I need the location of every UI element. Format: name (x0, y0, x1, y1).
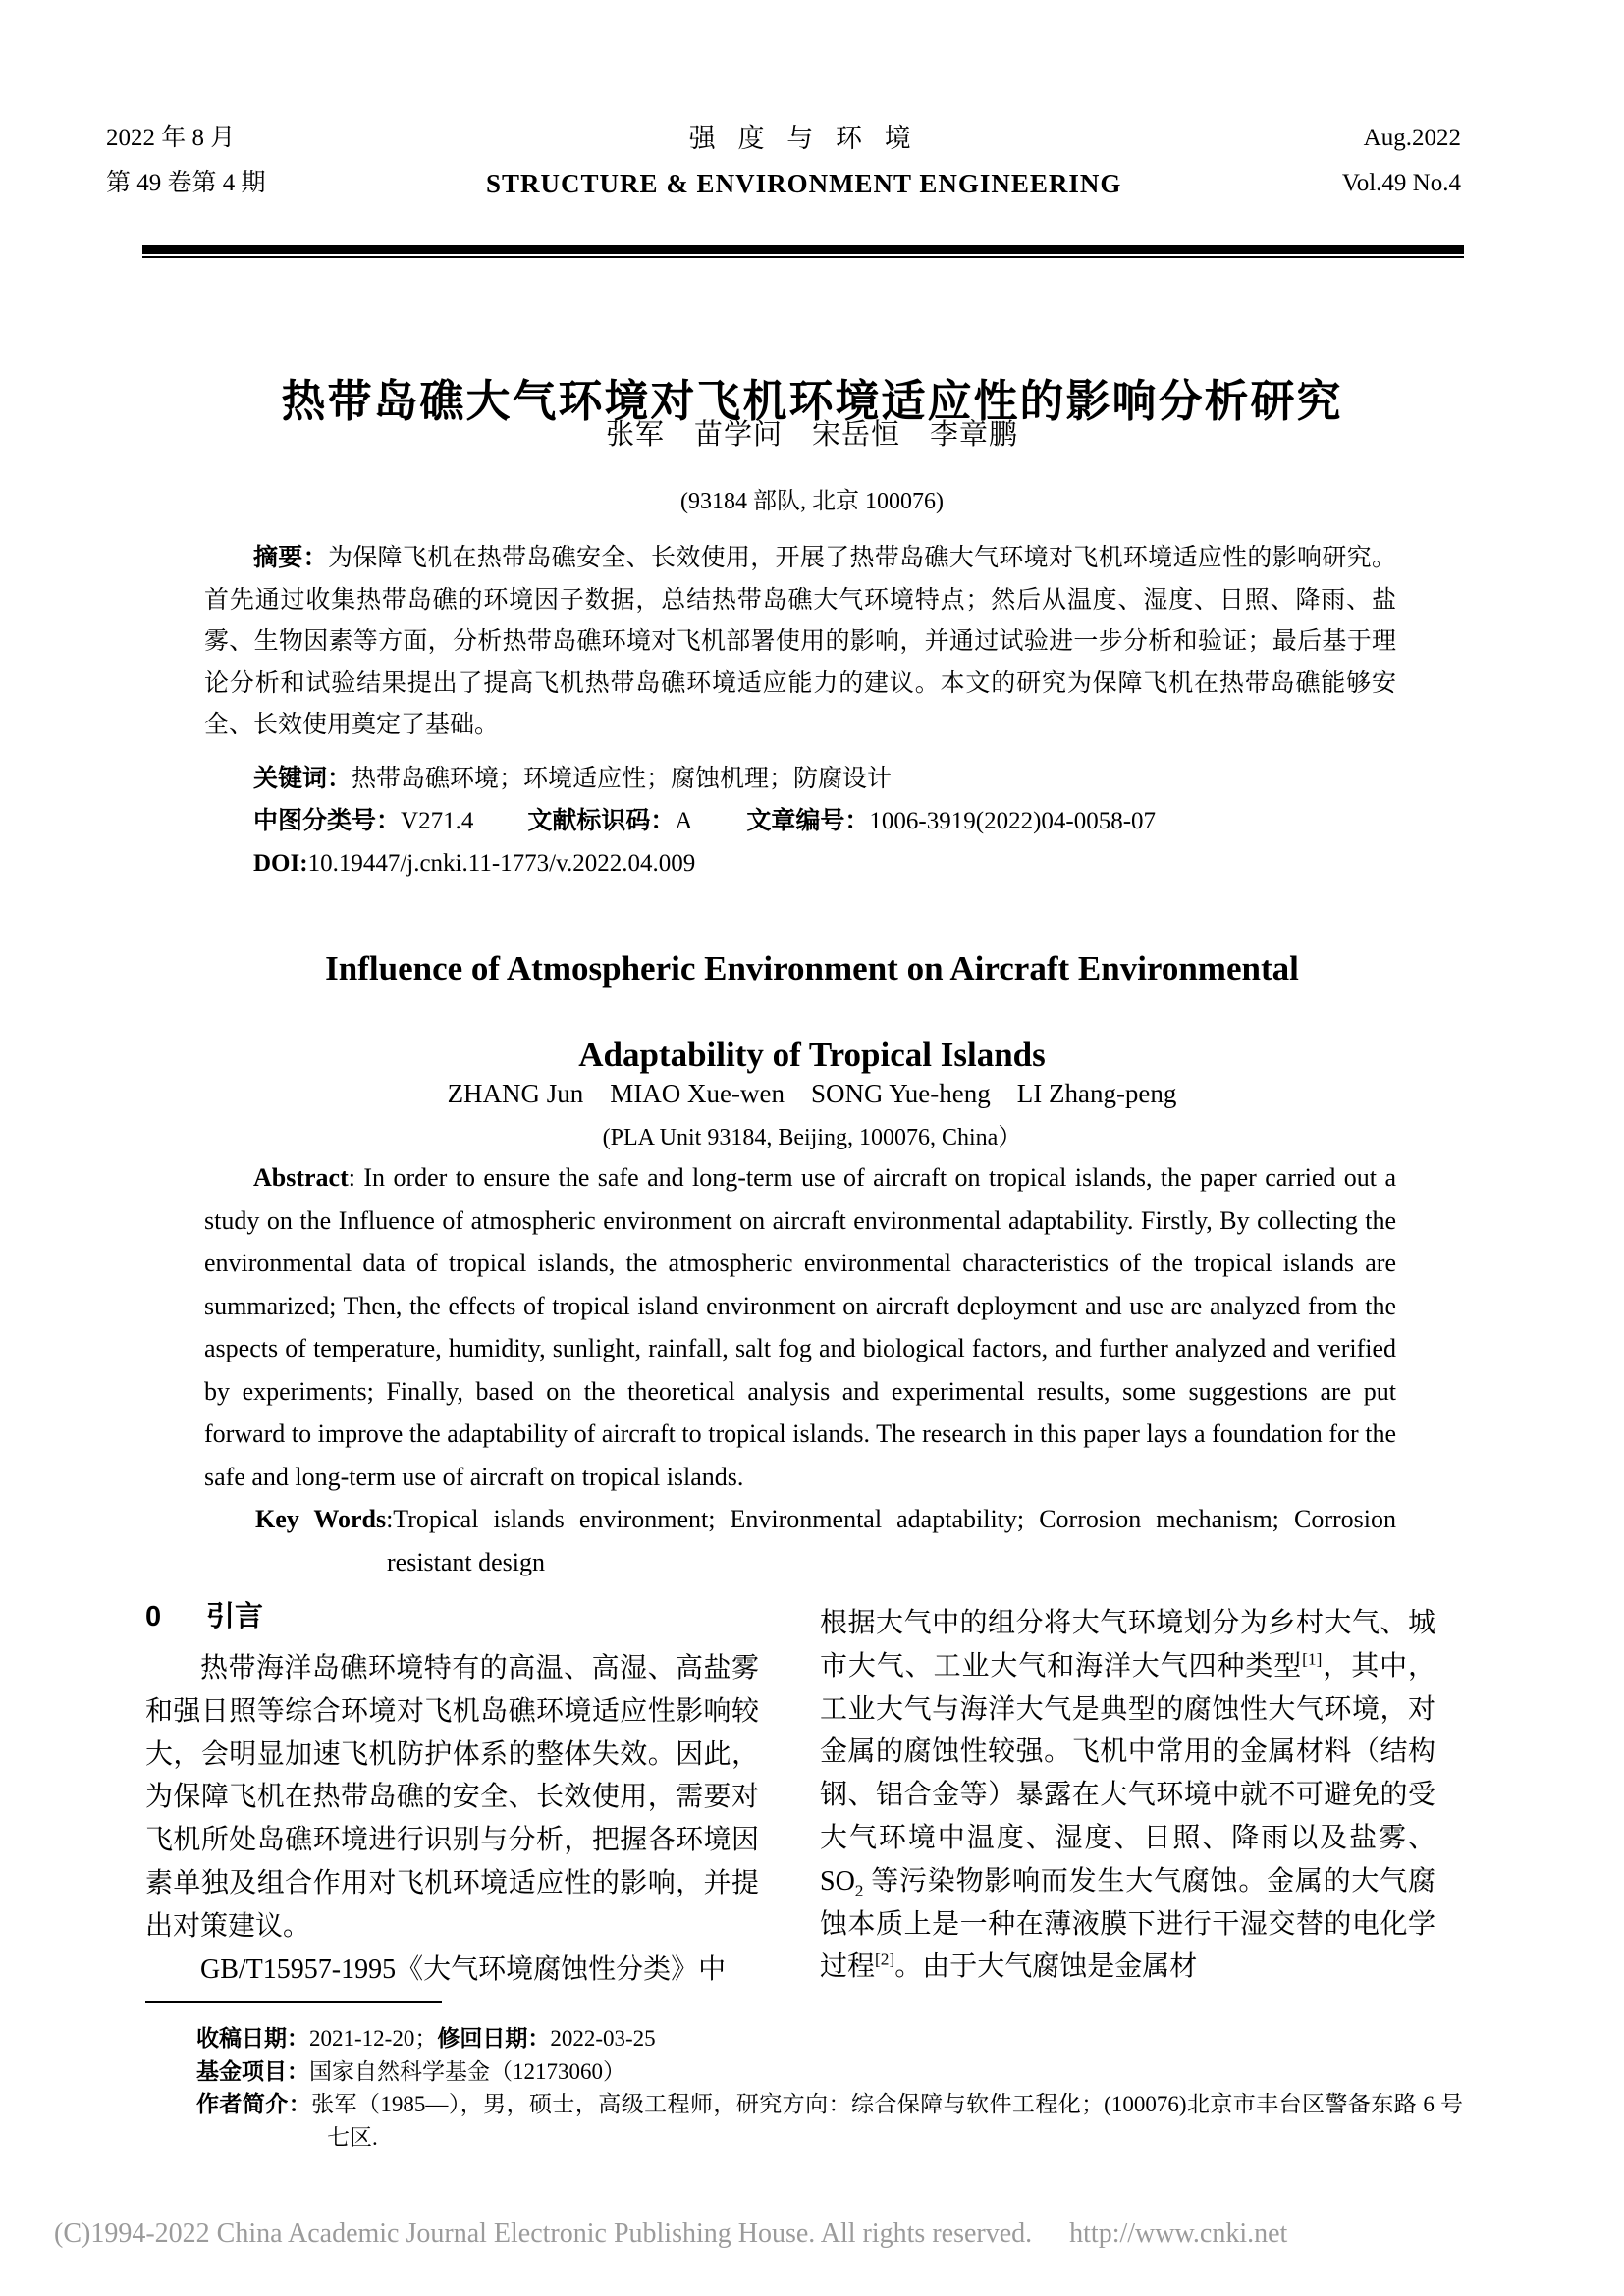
keywords-text-en: :Tropical islands environment; Environmental adaptability; Corrosion mechanism; Corrosion resistant design (386, 1505, 1396, 1576)
classification-line (204, 800, 1396, 843)
header-volume-cn: 第 49 卷第 4 期 (106, 170, 266, 196)
copyright-text: (C)1994-2022 China Academic Journal Electronic Publishing House. All rights reserved. (54, 2218, 1033, 2249)
affiliation-en: (PLA Unit 93184, Beijing, 100076, China） (602, 1125, 1022, 1150)
doi-value: 10.19447/j.cnki.11-1773/v.2022.04.009 (307, 849, 696, 877)
doi-line (204, 843, 1396, 885)
article-id-value: 1006-3919(2022)04-0058-07 (869, 808, 1157, 834)
body-paragraph: GB/T15957-1995《大气环境腐蚀性分类》中 (200, 1953, 727, 1985)
footnote-fund-project: 基金项目：国家自然科学基金（12173060） (196, 2058, 625, 2084)
clc-label: 中图分类号： (253, 807, 402, 834)
cnki-url-link[interactable]: http://www.cnki.net (1069, 2218, 1288, 2249)
paper-title-cn: 热带岛礁大气环境对飞机环境适应性的影响分析研究 (281, 376, 1343, 427)
body-paragraph: 热带海洋岛礁环境特有的高温、高湿、高盐雾和强日照等综合环境对飞机岛礁环境适应性影响较大，会明显加速飞机防护体系的整体失效。因此，为保障飞机在热带岛礁的安全、长效使用，需要对飞机所处岛礁环境进行识别与分析，把握各环境因素单独及组合作用对飞机环境适应性的影响，并提出对策建议。 (145, 1653, 759, 1942)
abstract-en (204, 1156, 1396, 1498)
header-rule-thin (142, 256, 1464, 258)
header-date-cn: 2022 年 8 月 (106, 125, 236, 151)
header-issue-cn (106, 116, 266, 206)
doc-code-label: 文献标识码： (527, 807, 676, 834)
paper-title-en-line2: Adaptability of Tropical Islands (578, 1036, 1046, 1075)
journal-name (486, 116, 1121, 206)
abstract-block-cn (204, 537, 1396, 884)
section-0-number: 0 (145, 1601, 162, 1632)
clc-value: V271.4 (401, 808, 474, 834)
abstract-label-en: Abstract (253, 1163, 349, 1192)
abstract-text-en: : In order to ensure the safe and long-term use of aircraft on tropical islands, the paper carried out a study on the Influence of atmospheric environment on aircraft environmental adaptability. Firstly, By collecting the environmental data of tropical islands, the atmospheric environmental characteristics of the tropical islands are summarized; Then, the effects of tropical island environment on aircraft deployment and use are analyzed from the aspects of temperature, humidity, sunlight, rainfall, salt fog and biological factors, and further analyzed and verified by experiments; Finally, based on the theoretical analysis and experimental results, some suggestions are put forward to improve the adaptability of aircraft to tropical islands. The research in this paper lays a foundation for the safe and long-term use of aircraft on tropical islands. (204, 1163, 1396, 1491)
abstract-text-cn: 为保障飞机在热带岛礁安全、长效使用，开展了热带岛礁大气环境对飞机环境适应性的影响研究。首先通过收集热带岛礁的环境因子数据，总结热带岛礁大气环境特点；然后从温度、湿度、日照、降雨、盐雾、生物因素等方面，分析热带岛礁环境对飞机部署使用的影响，并通过试验进一步分析和验证；最后基于理论分析和试验结果提出了提高飞机热带岛礁环境适应能力的建议。本文的研究为保障飞机在热带岛礁能够安全、长效使用奠定了基础。 (204, 545, 1396, 738)
footnote-received-date: 收稿日期：2021-12-20；修回日期：2022-03-25 (196, 2026, 656, 2051)
section-0-heading (145, 1598, 759, 1635)
header-date-en: Aug.2022 (1363, 125, 1461, 151)
header-rule-thick (142, 245, 1464, 254)
footnotes (196, 2022, 1463, 2154)
abstract-label-cn: 摘要： (253, 544, 328, 571)
keywords-cn (204, 758, 1396, 801)
body-column-right (820, 1602, 1435, 1989)
article-id-label: 文章编号： (746, 807, 870, 834)
footnote-rule (145, 2001, 442, 2003)
journal-header (106, 116, 1461, 206)
authors-en: ZHANG Jun MIAO Xue-wen SONG Yue-heng LI Zhang-peng (447, 1079, 1177, 1108)
keywords-label-en: Key Words (255, 1505, 387, 1533)
journal-name-en: STRUCTURE & ENVIRONMENT ENGINEERING (486, 169, 1122, 198)
doc-code-value: A (675, 808, 693, 834)
body-column-left (145, 1598, 759, 1991)
copyright-line (54, 2218, 1586, 2250)
doi-label: DOI: (253, 849, 308, 877)
keywords-en (204, 1498, 1396, 1583)
affiliation-cn: (93184 部队, 北京 100076) (680, 489, 944, 514)
footnote-author-bio: 作者简介：张军（1985—），男，硕士，高级工程师，研究方向：综合保障与软件工程化；(100076)北京市丰台区警备东路 6 号七区. (196, 2092, 1463, 2150)
journal-name-cn: 强 度 与 环 境 (688, 124, 919, 153)
paper-title-en-line1: Influence of Atmospheric Environment on Aircraft Environmental (325, 949, 1299, 988)
body-paragraph: 根据大气中的组分将大气环境划分为乡村大气、城市大气、工业大气和海洋大气四种类型[1]，其中，工业大气与海洋大气是典型的腐蚀性大气环境，对金属的腐蚀性较强。飞机中常用的金属材料（结构钢、铝合金等）暴露在大气环境中就不可避免的受大气环境中温度、湿度、日照、降雨以及盐雾、$SO_2$ 等污染物影响而发生大气腐蚀。金属的大气腐蚀本质上是一种在薄液膜下进行干湿交替的电化学过程[2]。由于大气腐蚀是金属材 (820, 1608, 1435, 1983)
abstract-cn (204, 537, 1396, 747)
section-0-title: 引言 (206, 1601, 264, 1632)
header-volume-en: Vol.49 No.4 (1341, 170, 1461, 196)
keywords-text-cn: 热带岛礁环境；环境适应性；腐蚀机理；防腐设计 (352, 765, 893, 792)
keywords-label-cn: 关键词： (253, 764, 352, 792)
header-issue-en (1342, 116, 1461, 206)
abstract-block-en (204, 1156, 1396, 1583)
authors-cn: 张军 苗学问 宋岳恒 李章鹏 (605, 419, 1018, 451)
header-rule (142, 245, 1464, 258)
